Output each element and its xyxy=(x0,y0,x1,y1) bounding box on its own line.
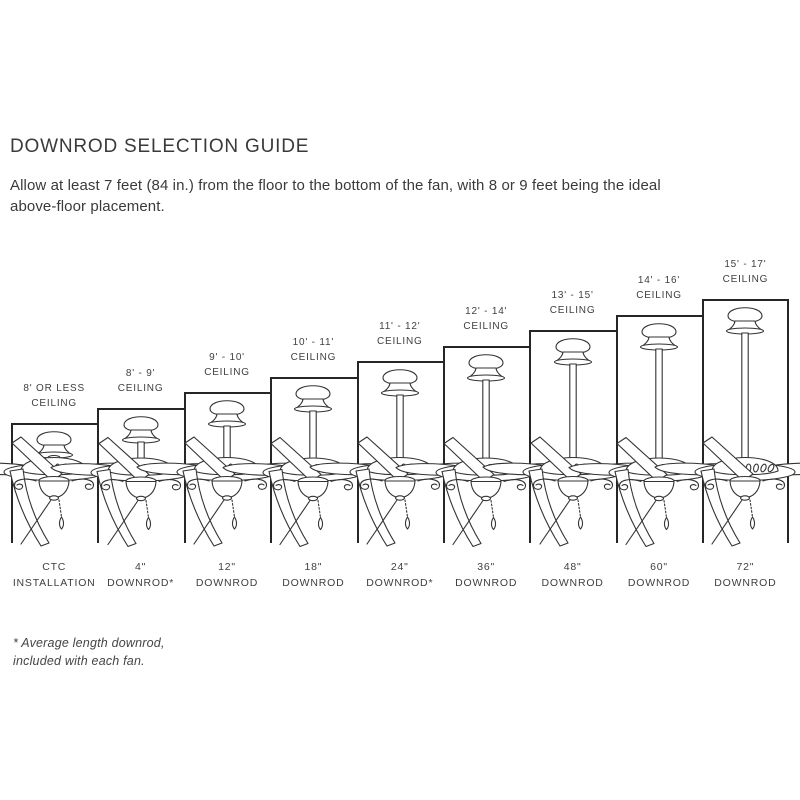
downrod-size-text: 24" xyxy=(390,561,409,573)
downrod-size-text: 18" xyxy=(304,561,323,573)
ceiling-range-text: 13' - 15' xyxy=(551,290,594,301)
downrod-word-text: DOWNROD xyxy=(714,576,777,589)
page-title: DOWNROD SELECTION GUIDE xyxy=(10,136,310,157)
downrod-word-text: DOWNROD xyxy=(627,576,691,589)
ceiling-range-text: 12' - 14' xyxy=(465,305,508,317)
downrod-size-text: 72" xyxy=(736,561,755,573)
ceiling-word-text: CEILING xyxy=(636,289,682,301)
downrod-word-text: INSTALLATION xyxy=(12,576,96,589)
downrod-word-text: DOWNROD xyxy=(541,576,604,589)
ceiling-word-text: CEILING xyxy=(722,274,769,285)
downrod-word-text: DOWNROD* xyxy=(107,576,175,589)
ceiling-word-text: CEILING xyxy=(376,336,423,347)
ceiling-range-text: 9' - 10' xyxy=(209,352,245,363)
fan-motor xyxy=(655,437,800,546)
ceiling-range-text: 15' - 17' xyxy=(724,259,767,270)
ceiling-range-text: 8' OR LESS xyxy=(23,383,85,394)
ceiling-range-text: 14' - 16' xyxy=(637,274,681,286)
downrod-word-text: DOWNROD xyxy=(195,576,259,589)
downrod-size-text: 48" xyxy=(563,561,582,573)
downrod-word-text: DOWNROD xyxy=(455,576,518,589)
downrod-size-text: 36" xyxy=(477,561,496,573)
downrod-size-text: 60" xyxy=(650,561,668,573)
fan-canopy xyxy=(727,308,764,334)
ceiling-word-text: CEILING xyxy=(290,351,337,363)
downrod-word-text: DOWNROD xyxy=(282,576,345,589)
ceiling-range-text: 8' - 9' xyxy=(125,367,156,379)
downrod-label xyxy=(690,560,800,592)
subtitle-line-1: Allow at least 7 feet (84 in.) from the floor to the bottom of the fan, with 8 or 9 feet being the ideal xyxy=(10,177,661,194)
footnote xyxy=(13,634,165,670)
ceiling-word-text: CEILING xyxy=(204,367,250,378)
ceiling-word-text: CEILING xyxy=(117,382,164,394)
pull-chain xyxy=(750,500,755,529)
downrod-size-text: CTC xyxy=(42,561,67,573)
footnote-line-2: included with each fan. xyxy=(13,654,145,669)
ceiling-word-text: CEILING xyxy=(463,320,509,332)
ceiling-label xyxy=(690,257,800,287)
ceiling-range-text: 11' - 12' xyxy=(379,321,421,332)
ceiling-fan-illustration xyxy=(655,302,800,552)
downrod-word-text: DOWNROD* xyxy=(366,576,434,589)
ceiling-word-text: CEILING xyxy=(549,305,596,316)
fan-downrod xyxy=(742,333,748,458)
downrod-size-text: 4" xyxy=(135,561,147,573)
downrod-size-text: 12" xyxy=(218,561,236,573)
ceiling-range-text: 10' - 11' xyxy=(292,336,335,348)
footnote-line-1: * Average length downrod, xyxy=(13,636,165,650)
subtitle-line-2: above-floor placement. xyxy=(10,198,165,216)
ceiling-word-text: CEILING xyxy=(31,398,78,409)
